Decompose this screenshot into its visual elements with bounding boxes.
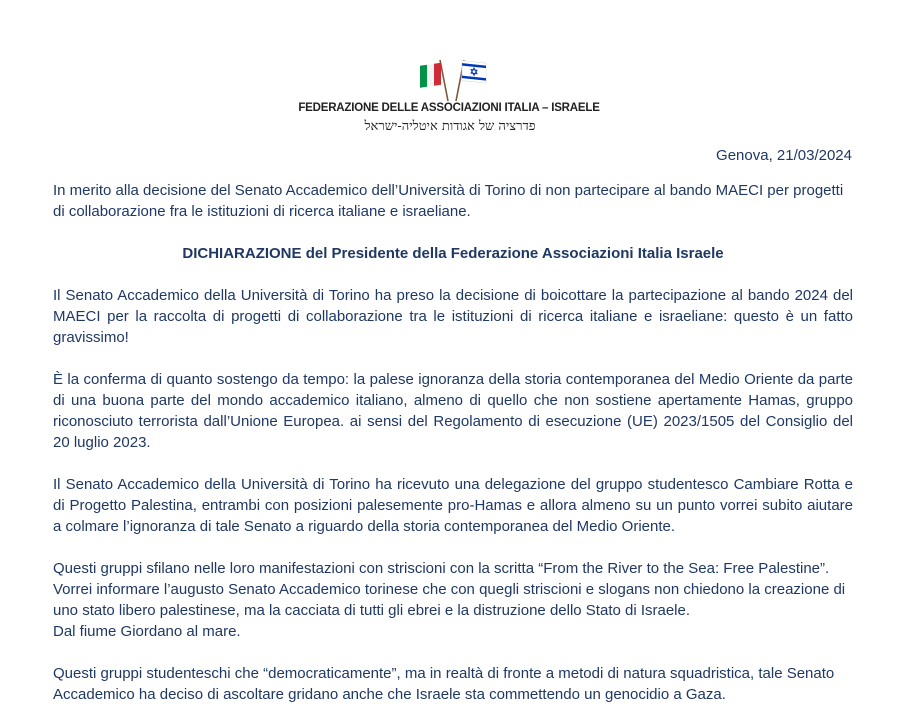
org-name: FEDERAZIONE DELLE ASSOCIAZIONI ITALIA – ISRAELE	[298, 102, 600, 114]
last-paragraph: Questi gruppi studenteschi che “democraticamente”, ma in realtà di fronte a metodi di natura squadristica, tale Senato Accademico ha deciso di ascoltare gridano anche che Israele sta commettendo un genocidio a Gaza.	[53, 665, 835, 703]
body-paragraph: Il Senato Accademico della Università di Torino ha preso la decisione di boicottare la partecipazione al bando 2024 del MAECI per la raccolta di progetti di collaborazione tra le istituzioni di ricerca italiane e israeliane: questo è un fatto gravissimo!	[53, 287, 853, 346]
statement-heading: DICHIARAZIONE del Presidente della Federazione Associazioni Italia Israele	[182, 245, 724, 262]
body-paragraph: È la conferma di quanto sostengo da tempo: la palese ignoranza della storia contemporanea del Medio Oriente da parte di una buona parte del mondo accademico italiano, almeno di quello che non sostiene apertamente Hamas, gruppo riconosciuto terrorista dall’Unione Europea. ai sensi del Regolamento di esecuzione (UE) 2023/1505 del Consiglio del 20 luglio 2023.	[53, 371, 853, 451]
org-name-hebrew: פדרציה של אגודות איטליה-ישראל	[364, 119, 536, 134]
river-paragraph: Questi gruppi sfilano nelle loro manifestazioni con striscioni con la scritta “From the River to the Sea: Free Palestine”. Vorrei informare l’augusto Senato Accademico torinese che con quegli striscioni e slogans non chiedono la creazione di uno stato libero palestinese, ma la cacciata di tutti gli ebrei e la distruzione dello Stato di Israele.	[53, 560, 846, 619]
body-paragraph: Il Senato Accademico della Università di Torino ha ricevuto una delegazione del gruppo studentesco Cambiare Rotta e di Progetto Palestina, entrambi con posizioni palesemente pro-Hamas e allora almeno su un punto vorrei subito aiutare a colmare l’ignoranza di tale Senato a riguardo della storia contemporanea del Medio Oriente.	[53, 476, 853, 535]
document-date: Genova, 21/03/2024	[716, 147, 852, 164]
intro-paragraph: In merito alla decisione del Senato Accademico dell’Università di Torino di non partecipare al bando MAECI per progetti di collaborazione fra le istituzioni di ricerca italiane e israeliane.	[53, 182, 844, 220]
crossed-flags-italy-israel-icon	[418, 56, 488, 102]
river-paragraph-tail: Dal fiume Giordano al mare.	[53, 623, 241, 640]
document-body	[53, 180, 853, 726]
